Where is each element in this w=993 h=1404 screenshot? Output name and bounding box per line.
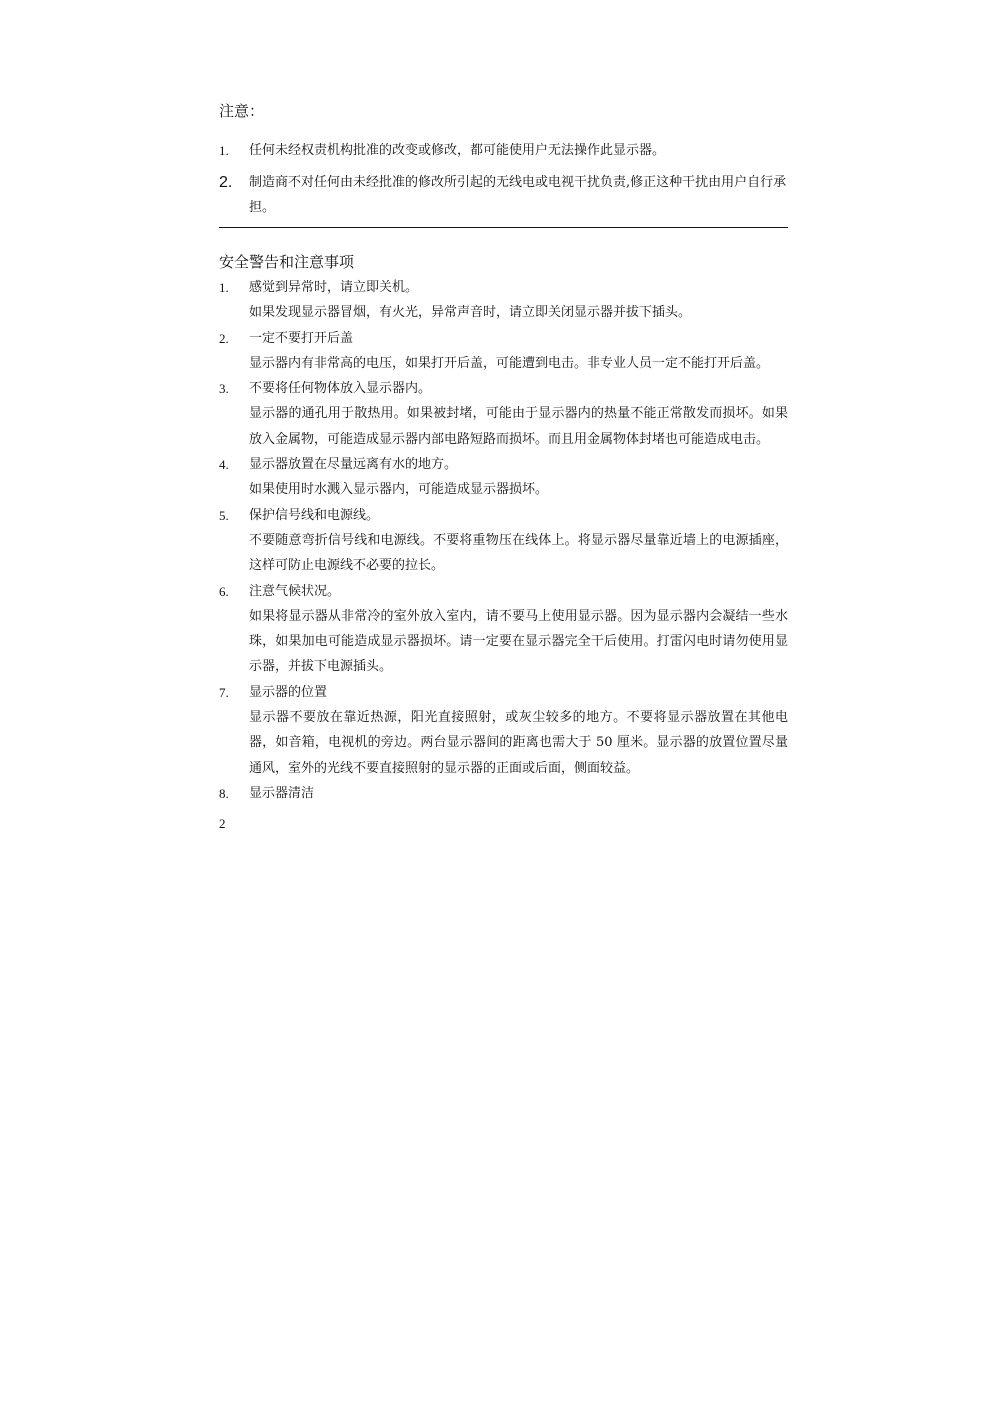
- section-divider: [219, 227, 788, 228]
- safety-item: [219, 503, 788, 579]
- safety-item: [219, 579, 788, 680]
- safety-item-number: 8.: [219, 785, 229, 801]
- safety-item: [219, 452, 788, 503]
- notice-item-number: 2.: [219, 174, 233, 191]
- safety-item-number: 4.: [219, 457, 229, 473]
- safety-item-description: 如果使用时水溅入显示器内，可能造成显示器损坏。: [249, 482, 549, 498]
- safety-item-number: 3.: [219, 381, 229, 397]
- safety-item: [219, 326, 788, 377]
- notice-title: 注意：: [219, 102, 265, 120]
- safety-item-description: 显示器的通孔用于散热用。如果被封堵，可能由于显示器内的热量不能正常散发而损坏。如果放入金属物，可能造成显示器内部电路短路而损坏。而且用金属物体封堵也可能造成电击。: [249, 406, 788, 447]
- safety-item-description: 显示器不要放在靠近热源，阳光直接照射，或灰尘较多的地方。不要将显示器放置在其他电器，如音箱，电视机的旁边。两台显示器间的距离也需大于 50 厘米。显示器的放置位置尽量通风，室外的光线不要直接照射的显示器的正面或后面，侧面较益。: [249, 710, 788, 776]
- safety-list: [219, 275, 788, 806]
- safety-item: [219, 376, 788, 452]
- safety-item: [219, 781, 788, 806]
- notice-list: [219, 138, 788, 220]
- notice-item: [219, 170, 788, 220]
- safety-item-number: 6.: [219, 583, 229, 599]
- safety-item-description: 如果发现显示器冒烟，有火光，异常声音时，请立即关闭显示器并拔下插头。: [249, 305, 692, 321]
- safety-item-number: 1.: [219, 280, 229, 295]
- safety-item-heading: 显示器的位置: [249, 684, 328, 700]
- notice-item: [219, 138, 788, 163]
- page-number: 2: [219, 816, 226, 832]
- notice-item-number: 1.: [219, 143, 229, 158]
- safety-item-description: 显示器内有非常高的电压，如果打开后盖，可能遭到电击。非专业人员一定不能打开后盖。: [249, 355, 770, 371]
- safety-item-heading: 感觉到异常时，请立即关机。: [249, 280, 419, 295]
- safety-item-description: 如果将显示器从非常冷的室外放入室内，请不要马上使用显示器。因为显示器内会凝结一些水珠，如果加电可能造成显示器损坏。请一定要在显示器完全干后使用。打雷闪电时请勿使用显示器，并拔下电源插头。: [249, 608, 788, 675]
- safety-item-heading: 注意气候状况。: [249, 583, 341, 599]
- safety-item-heading: 显示器放置在尽量远离有水的地方。: [249, 457, 458, 473]
- safety-item: [219, 275, 788, 326]
- document-page: [219, 96, 788, 834]
- safety-item-heading: 不要将任何物体放入显示器内。: [249, 381, 432, 397]
- safety-item-number: 7.: [219, 684, 229, 700]
- safety-item-heading: 保护信号线和电源线。: [249, 507, 380, 523]
- safety-item-number: 2.: [219, 330, 229, 346]
- safety-item-heading: 显示器清洁: [249, 785, 315, 801]
- safety-item: [219, 680, 788, 781]
- safety-item-heading: 一定不要打开后盖: [249, 330, 354, 346]
- safety-item-description: 不要随意弯折信号线和电源线。不要将重物压在线体上。将显示器尽量靠近墙上的电源插座，这样可防止电源线不必要的拉长。: [249, 532, 788, 574]
- safety-section-title: 安全警告和注意事项: [219, 253, 355, 271]
- safety-item-number: 5.: [219, 507, 229, 523]
- notice-item-text: 制造商不对任何由未经批准的修改所引起的无线电或电视干扰负责,修正这种干扰由用户自行承担。: [249, 175, 787, 215]
- notice-item-text: 任何未经权责机构批准的改变或修改，都可能使用户无法操作此显示器。: [249, 143, 666, 158]
